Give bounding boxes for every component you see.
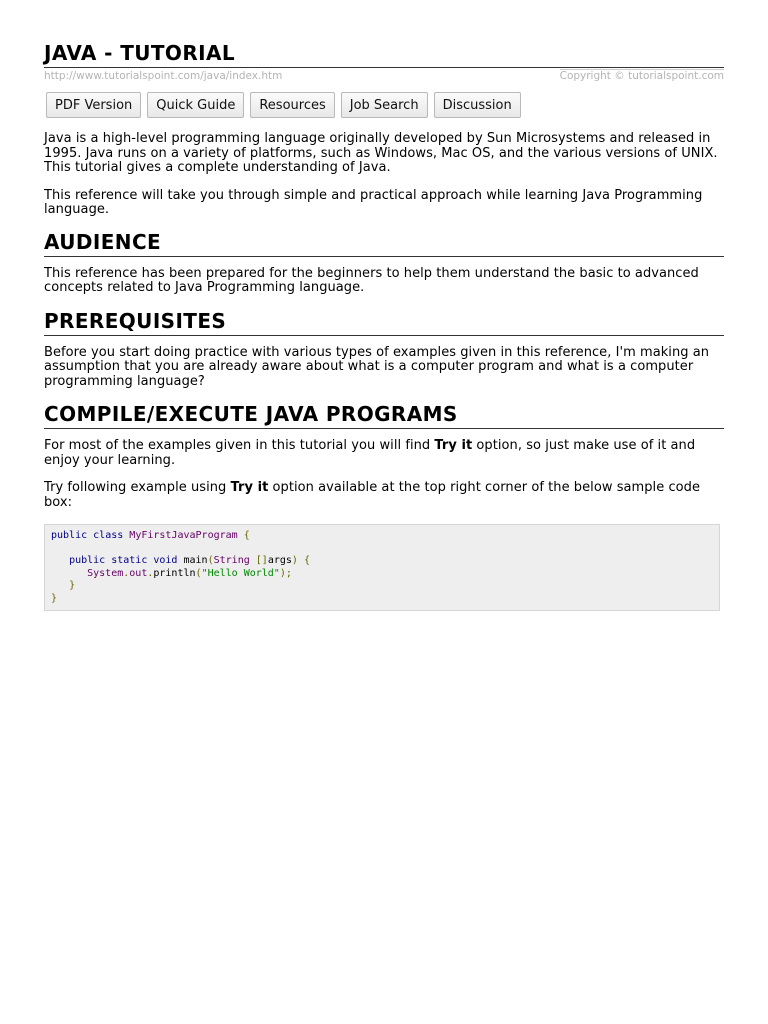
- try-it-emphasis: Try it: [230, 480, 269, 495]
- intro-paragraph-1: Java is a high-level programming language originally developed by Sun Microsystems and released in 1995. Java runs on a variety of platforms, such as Windows, Mac OS, and the various versions of UNIX. This tutorial gives a complete understanding of Java.: [44, 131, 718, 175]
- code-token: class: [93, 530, 124, 541]
- compile-p2-text-before: Try following example using: [44, 480, 231, 495]
- code-token: (: [195, 567, 202, 579]
- intro-paragraph-2: This reference will take you through simple and practical approach while learning Java Programming language.: [44, 187, 703, 217]
- code-token: MyFirstJavaProgram: [129, 530, 238, 541]
- code-line-6: [51, 593, 57, 604]
- job-search-button[interactable]: Job Search: [341, 92, 428, 118]
- compile-p1-text-before: For most of the examples given in this tutorial you will find: [44, 438, 435, 453]
- compile-paragraph-2: [44, 481, 724, 510]
- code-token: "Hello World": [201, 567, 280, 579]
- code-token: static: [111, 555, 148, 566]
- code-token: void: [153, 555, 178, 566]
- code-token: out: [129, 567, 148, 579]
- code-token: String: [213, 555, 250, 566]
- compile-heading: COMPILE/EXECUTE JAVA PROGRAMS: [44, 402, 724, 429]
- resources-button[interactable]: Resources: [250, 92, 334, 118]
- code-token: args: [267, 555, 292, 566]
- code-token: []: [255, 555, 268, 566]
- compile-paragraph-1: [44, 439, 724, 468]
- code-token: (: [207, 555, 214, 566]
- prerequisites-heading: PREREQUISITES: [44, 309, 724, 336]
- code-token: {: [303, 555, 311, 566]
- code-token: ): [291, 555, 298, 566]
- page-url[interactable]: http://www.tutorialspoint.com/java/index.htm: [44, 70, 283, 82]
- code-token: println: [153, 567, 196, 579]
- code-line-1: [51, 530, 250, 541]
- copyright-notice: Copyright © tutorialspoint.com: [559, 70, 724, 82]
- code-token: public: [51, 530, 88, 541]
- discussion-button[interactable]: Discussion: [434, 92, 521, 118]
- quick-guide-button[interactable]: Quick Guide: [147, 92, 244, 118]
- page-meta: [44, 70, 724, 92]
- page-title: JAVA - TUTORIAL: [44, 0, 724, 68]
- try-it-emphasis: Try it: [434, 438, 473, 453]
- code-token: public: [69, 555, 106, 566]
- pdf-version-button[interactable]: PDF Version: [46, 92, 141, 118]
- audience-heading: AUDIENCE: [44, 230, 724, 257]
- audience-paragraph: This reference has been prepared for the beginners to help them understand the basic to advanced concepts related to Java Programming language.: [44, 265, 699, 295]
- prerequisites-paragraph: Before you start doing practice with various types of examples given in this reference, I'm making an assumption that you are already aware about what is a computer program and what is a computer programming language?: [44, 344, 710, 389]
- code-token: main: [183, 555, 208, 566]
- code-token: );: [279, 567, 292, 579]
- compile-p1-text-after: option, so just make use of it and enjoy your learning.: [44, 438, 696, 468]
- code-token: System: [87, 567, 124, 579]
- compile-p2-text-after: option available at the top right corner of the below sample code box:: [44, 480, 700, 510]
- code-token: .: [123, 567, 130, 579]
- code-token: .: [147, 567, 154, 579]
- code-sample-box[interactable]: [44, 524, 720, 611]
- code-token: {: [243, 530, 250, 541]
- resource-buttons: [44, 92, 724, 118]
- code-line-3: [51, 555, 310, 566]
- code-token: }: [51, 592, 58, 604]
- code-token: }: [69, 580, 76, 591]
- code-line-4: [51, 568, 292, 579]
- code-line-5: [51, 580, 75, 591]
